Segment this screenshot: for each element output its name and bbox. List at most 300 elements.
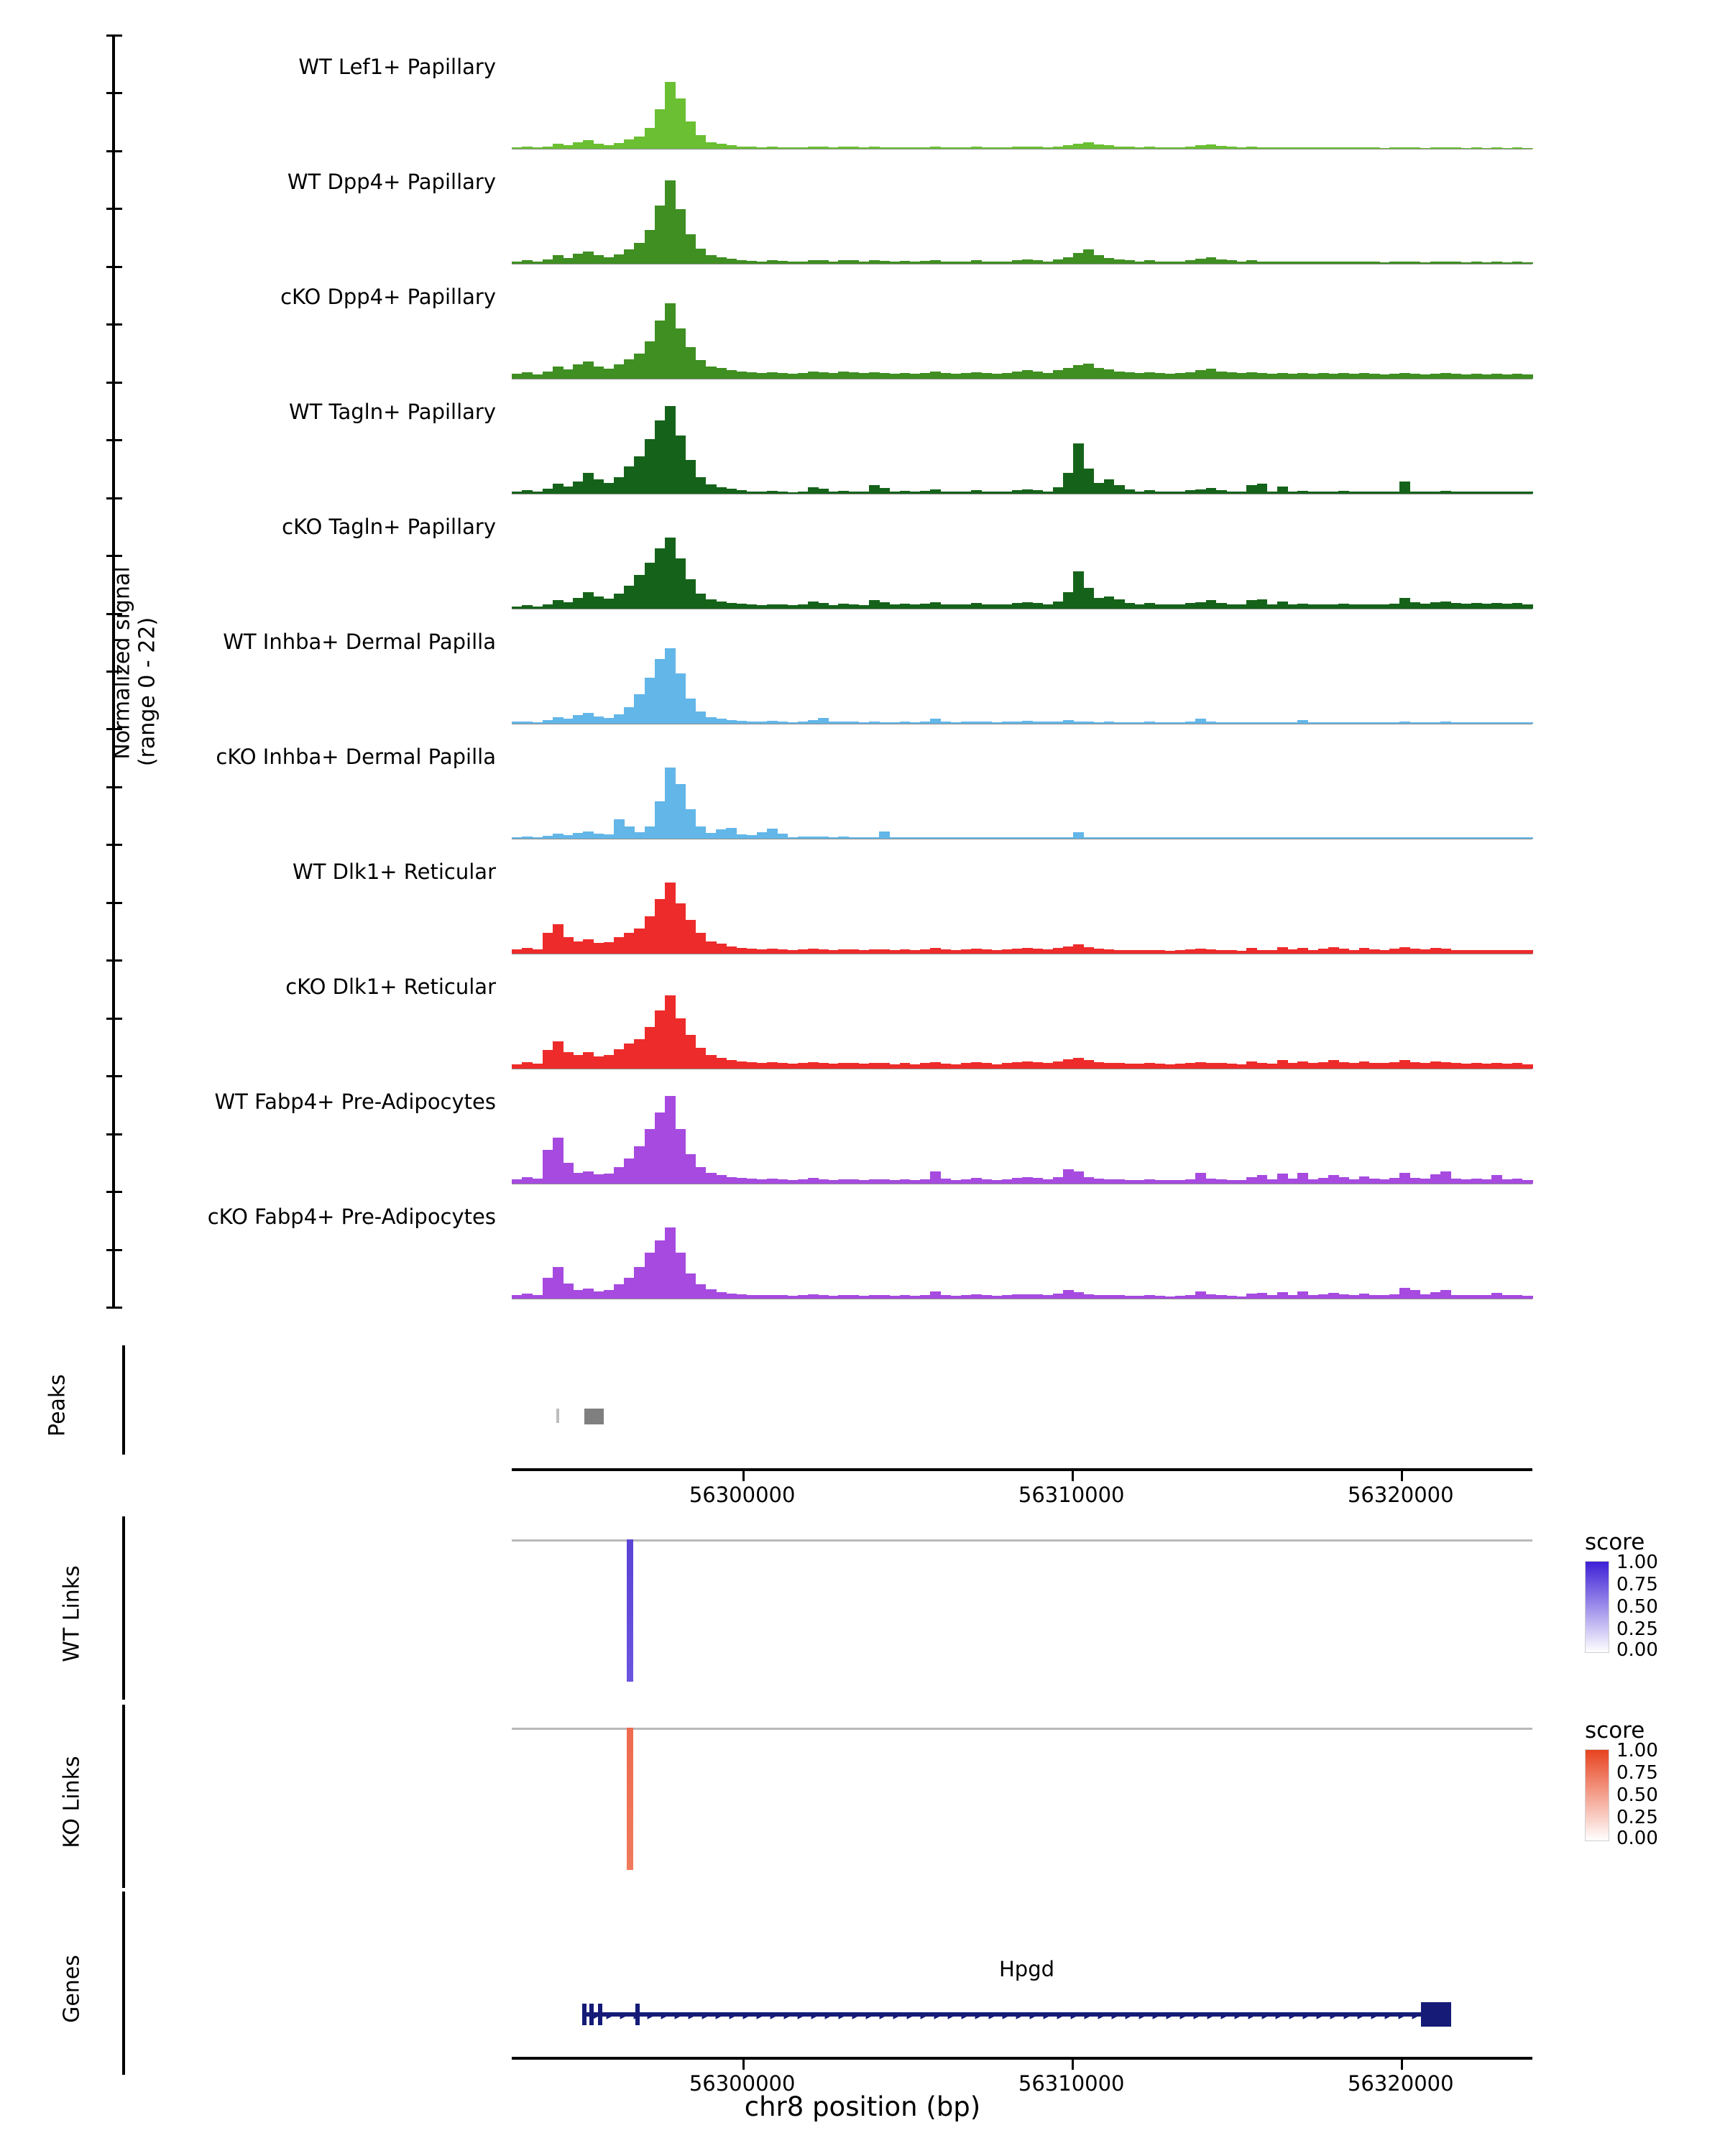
signal-bar [1195,837,1206,839]
signal-bar [1308,147,1319,149]
signal-bar [971,603,982,609]
signal-bar [777,949,788,954]
signal-bar [1042,1179,1053,1184]
signal-bar [1410,1290,1421,1299]
signal-bar [532,147,543,149]
signal-bar [869,372,880,379]
signal-bar [1063,473,1074,494]
signal-bar [1175,262,1186,264]
signal-bar [920,1179,931,1184]
signal-bar [951,492,962,494]
signal-bar [1359,722,1370,724]
signal-bar [1175,1180,1186,1184]
signal-bar [624,933,635,954]
signal-bar [1155,950,1166,954]
signal-bar [1134,147,1145,149]
signal-track-label: WT Inhba+ Dermal Papilla [223,630,496,654]
signal-bar [1195,1173,1206,1184]
signal-bar [512,492,523,494]
signal-bar [879,1179,890,1184]
signal-bar [1206,1294,1217,1299]
signal-bar [1267,262,1278,264]
signal-bar [696,249,707,264]
signal-bar [1124,837,1135,839]
signal-bar [1063,720,1074,724]
signal-bar [1032,147,1043,149]
signal-bar [655,321,666,379]
genes-x-axis-line [512,2057,1532,2060]
signal-bar [716,944,727,954]
signal-bar [1216,1295,1227,1299]
signal-bar [553,924,564,954]
signal-bar [522,1062,533,1069]
signal-bar [1369,1179,1380,1184]
signal-bar [726,259,737,264]
signal-bar [696,1284,707,1299]
signal-bar [1338,147,1349,149]
signal-bar [1104,479,1115,494]
signal-bar [1053,259,1064,264]
x-axis-tick-label: 56320000 [1347,1483,1454,1507]
signal-bar [1206,144,1217,149]
signal-bar [1471,722,1482,724]
signal-bar [1297,1061,1308,1069]
signal-bar [1420,722,1431,724]
signal-bar [696,360,707,379]
gene-strand-arrow: ▸ [1193,2006,1201,2023]
signal-bar [1206,949,1217,954]
signal-track-plot [512,34,1532,149]
gene-strand-arrow: ▸ [961,2006,969,2023]
signal-bar [1053,722,1064,724]
signal-bar [1297,837,1308,839]
signal-bar [1226,722,1237,724]
signal-bar [634,575,645,609]
signal-bar [685,1035,696,1069]
signal-bar [1144,603,1155,609]
signal-bar [1267,147,1278,149]
signal-bar [869,1179,880,1184]
signal-bar [1155,147,1166,149]
signal-bar [1522,604,1533,609]
signal-bar [879,488,890,494]
signal-bar [624,139,635,149]
signal-bar [1175,492,1186,494]
signal-bar [1063,1169,1074,1184]
signal-bar [838,837,849,839]
signal-bar [1144,722,1155,724]
signal-bar [1410,602,1421,609]
signal-bar [1461,1064,1472,1069]
signal-bar [1277,262,1288,264]
signal-bar [757,147,768,149]
signal-bar [1369,604,1380,609]
gene-strand-arrow: ▸ [1302,2006,1310,2023]
signal-bar [1369,374,1380,379]
signal-bar [1420,492,1431,494]
signal-bar [1450,1063,1461,1069]
signal-bar [726,370,737,379]
signal-bar [1073,365,1084,379]
signal-bar [1369,949,1380,954]
signal-bar [1134,492,1145,494]
signal-bar [757,373,768,379]
signal-bar [1063,946,1074,954]
signal-bar [645,826,656,839]
signal-bar [655,1010,666,1069]
signal-bar [859,950,870,954]
signal-bar [1042,1295,1053,1299]
signal-bar [1420,1294,1431,1299]
signal-bar [543,720,553,724]
signal-bar [645,1129,656,1184]
signal-bar [1277,373,1288,379]
signal-bar [583,473,594,494]
signal-bar [696,477,707,494]
signal-bar [1134,1180,1145,1184]
signal-bar [1246,1177,1257,1184]
signal-bar [1308,604,1319,609]
signal-bar [849,722,860,724]
signal-bar [645,916,656,954]
signal-bar [1226,950,1237,954]
signal-bar [910,604,921,609]
signal-bar [1491,950,1502,954]
signal-bar [1236,1296,1247,1299]
signal-bar [828,605,839,609]
signal-bar [1522,837,1533,839]
signal-bar [1257,950,1268,954]
signal-bar [1206,257,1217,264]
signal-bar [1144,147,1155,149]
signal-bar [1093,722,1104,724]
signal-bar [553,144,564,149]
signal-bar [1522,492,1533,494]
signal-bar [1042,1063,1053,1069]
signal-bar [512,147,523,149]
signal-bar [940,949,951,954]
signal-bar [1348,262,1359,264]
signal-bar [1114,950,1125,954]
signal-bar [1277,837,1288,839]
signal-bar [1114,599,1125,609]
signal-bar [961,722,972,724]
signal-bar [1512,1063,1523,1069]
gene-strand-arrow: ▸ [1371,2006,1379,2023]
signal-bar [1440,602,1451,609]
gene-strand-arrow: ▸ [893,2006,901,2023]
signal-bar [604,145,615,149]
signal-bar [604,1055,615,1069]
signal-bar [1461,722,1472,724]
signal-bar [1002,262,1013,264]
signal-bar [604,1290,615,1299]
signal-bar [624,359,635,379]
signal-bar [971,1294,982,1299]
signal-bar [1073,443,1084,494]
gene-strand-arrow: ▸ [1057,2006,1064,2023]
signal-bar [930,837,941,839]
signal-bar [798,147,809,149]
signal-bar [1297,948,1308,954]
signal-bar [706,717,717,724]
signal-bar [1032,490,1043,494]
signal-bar [655,109,666,149]
signal-bar [1206,1063,1217,1069]
signal-track-plot [512,494,1532,609]
signal-bar [767,829,778,839]
signal-bar [1461,492,1472,494]
signal-bar [1297,491,1308,494]
signal-bar [961,1295,972,1299]
signal-bar [767,949,778,954]
signal-bar [1389,1294,1400,1299]
signal-bar [1287,147,1298,149]
signal-bar [1134,837,1145,839]
ko-links-legend-ramp [1585,1749,1609,1841]
signal-bar [818,1063,829,1069]
signal-bar [1481,262,1492,264]
signal-bar [706,1289,717,1299]
signal-bar [1175,604,1186,609]
signal-bar [1093,1179,1104,1184]
signal-bar [532,607,543,609]
gene-strand-arrow: ▸ [824,2006,832,2023]
signal-bar [787,1064,798,1069]
signal-bar [716,719,727,724]
signal-bar [624,1044,635,1069]
signal-bar [1359,147,1370,149]
signal-bar [1083,469,1094,494]
signal-bar [675,903,686,954]
signal-bar [1246,372,1257,379]
signal-bar [1002,837,1013,839]
signal-bar [614,254,625,264]
signal-bar [1318,837,1329,839]
signal-bar [1012,1062,1023,1069]
signal-bar [747,1062,758,1069]
signal-bar [818,837,829,839]
signal-track-plot [512,264,1532,379]
signal-bar [787,1296,798,1299]
signal-bar [879,373,890,379]
signal-bar [1053,1294,1064,1299]
signal-bar [1185,1179,1196,1184]
signal-bar [849,1179,860,1184]
signal-bar [685,1154,696,1184]
signal-bar [1399,598,1410,609]
gene-strand-arrow: ▸ [1234,2006,1242,2023]
signal-bar [1338,604,1349,609]
signal-bar [1093,949,1104,954]
signal-bar [777,1295,788,1299]
signal-bar [1389,492,1400,494]
signal-bar [1379,492,1390,494]
signal-bar [614,714,625,724]
signal-bar [1144,1179,1155,1184]
signal-bar [1308,1063,1319,1069]
signal-bar [665,303,676,379]
signal-bar [798,492,809,494]
signal-bar [1226,604,1237,609]
signal-bar [1114,1295,1125,1299]
ko-links-baseline [512,1728,1532,1730]
signal-bar [1430,837,1441,839]
signal-bar [920,949,931,954]
x-axis-tick [1072,1471,1074,1481]
signal-bar [1144,490,1155,494]
signal-track-plot [512,1069,1532,1184]
gene-strand-arrow: ▸ [1316,2006,1324,2023]
signal-bar [645,341,656,379]
signal-bar [1471,374,1482,379]
signal-bar [563,937,574,954]
peaks-label: Peaks [45,1374,70,1437]
signal-bar [1185,603,1196,609]
signal-bar [594,717,604,724]
signal-bar [1481,1064,1492,1069]
signal-bar [1155,722,1166,724]
signal-bar [889,837,900,839]
signal-bar [1267,722,1278,724]
signal-bar [1195,602,1206,609]
signal-bar [716,487,727,494]
signal-bar [696,1048,707,1069]
signal-bar [1032,722,1043,724]
signal-bar [1002,1063,1013,1069]
signal-bar [1042,147,1053,149]
peak-region [584,1409,604,1424]
signal-bar [747,1295,758,1299]
signal-bar [1042,262,1053,264]
signal-bar [1002,492,1013,494]
gene-strand-arrow: ▸ [1412,2006,1420,2023]
signal-track-label: cKO Tagln+ Papillary [282,515,496,539]
signal-bar [1481,1179,1492,1184]
signal-bar [1450,262,1461,264]
signal-bar [1399,837,1410,839]
ko-links-axis-line [122,1705,125,1888]
signal-bar [1022,602,1033,609]
signal-bar [818,1179,829,1184]
gene-strand-arrow: ▸ [729,2006,737,2023]
signal-bar [1134,950,1145,954]
signal-bar [1022,837,1033,839]
signal-bar [767,604,778,609]
signal-bar [1338,373,1349,379]
signal-bar [991,1064,1002,1069]
signal-bar [828,1180,839,1184]
signal-bar [981,492,992,494]
signal-bar [981,949,992,954]
signal-bar [1155,262,1166,264]
signal-bar [1399,373,1410,379]
signal-bar [543,1278,553,1299]
x-axis-tick [1401,2060,1403,2070]
signal-bar [798,722,809,724]
signal-bar [573,1290,584,1299]
signal-bar [1430,1292,1441,1299]
peaks-axis-line [122,1345,125,1455]
signal-bar [808,720,819,724]
x-axis-tick-label: 56300000 [689,1483,796,1507]
signal-bar [910,950,921,954]
signal-bar [726,1060,737,1069]
signal-bar [859,1180,870,1184]
signal-bar [1144,372,1155,379]
signal-bar [961,147,972,149]
signal-bar [736,1294,747,1299]
signal-bar [1124,260,1135,264]
gene-strand-arrow: ▸ [879,2006,887,2023]
signal-bar [777,834,788,839]
peak-region [556,1409,559,1423]
signal-bar [1359,837,1370,839]
signal-bar [1042,492,1053,494]
signal-bar [665,82,676,149]
signal-bar [1522,148,1533,149]
ko-link-bar [627,1728,633,1870]
signal-bar [1359,948,1370,954]
signal-bar [1012,722,1023,724]
gene-strand-arrow: ▸ [742,2006,750,2023]
signal-bar [1042,722,1053,724]
signal-bar [991,1180,1002,1184]
signal-axis-tick [106,1307,122,1309]
signal-track [0,34,1725,149]
signal-bar [1389,837,1400,839]
signal-bar [1226,260,1237,264]
signal-bar [1287,949,1298,954]
signal-bar [1185,490,1196,494]
signal-bar [1369,1063,1380,1069]
signal-bar [1481,950,1492,954]
signal-bar [1236,373,1247,379]
signal-bar [838,1295,849,1299]
signal-bar [614,1049,625,1069]
signal-bar [1236,492,1247,494]
signal-bar [1297,720,1308,724]
signal-bar [808,487,819,494]
signal-bar [553,367,564,379]
signal-bar [767,147,778,149]
signal-track-plot [512,609,1532,724]
signal-bar [1063,368,1074,379]
signal-bar [675,98,686,149]
signal-bar [991,147,1002,149]
signal-bar [594,1056,604,1069]
signal-bar [1277,947,1288,954]
genes-axis-line [122,1892,125,2075]
signal-bar [1318,1294,1329,1299]
signal-bar [818,603,829,609]
signal-bar [1165,1064,1176,1069]
signal-bar [1512,722,1523,724]
signal-bar [1216,372,1227,379]
signal-bar [1308,374,1319,379]
signal-bar [1359,262,1370,264]
signal-bar [1083,837,1094,839]
signal-bar [1450,1179,1461,1184]
signal-bar [757,722,768,724]
signal-bar [1063,145,1074,149]
signal-bar [849,147,860,149]
signal-bar [726,720,737,724]
x-axis-tick-label: 56320000 [1347,2071,1454,2096]
signal-bar [522,490,533,494]
signal-bar [604,369,615,379]
signal-bar [777,1063,788,1069]
